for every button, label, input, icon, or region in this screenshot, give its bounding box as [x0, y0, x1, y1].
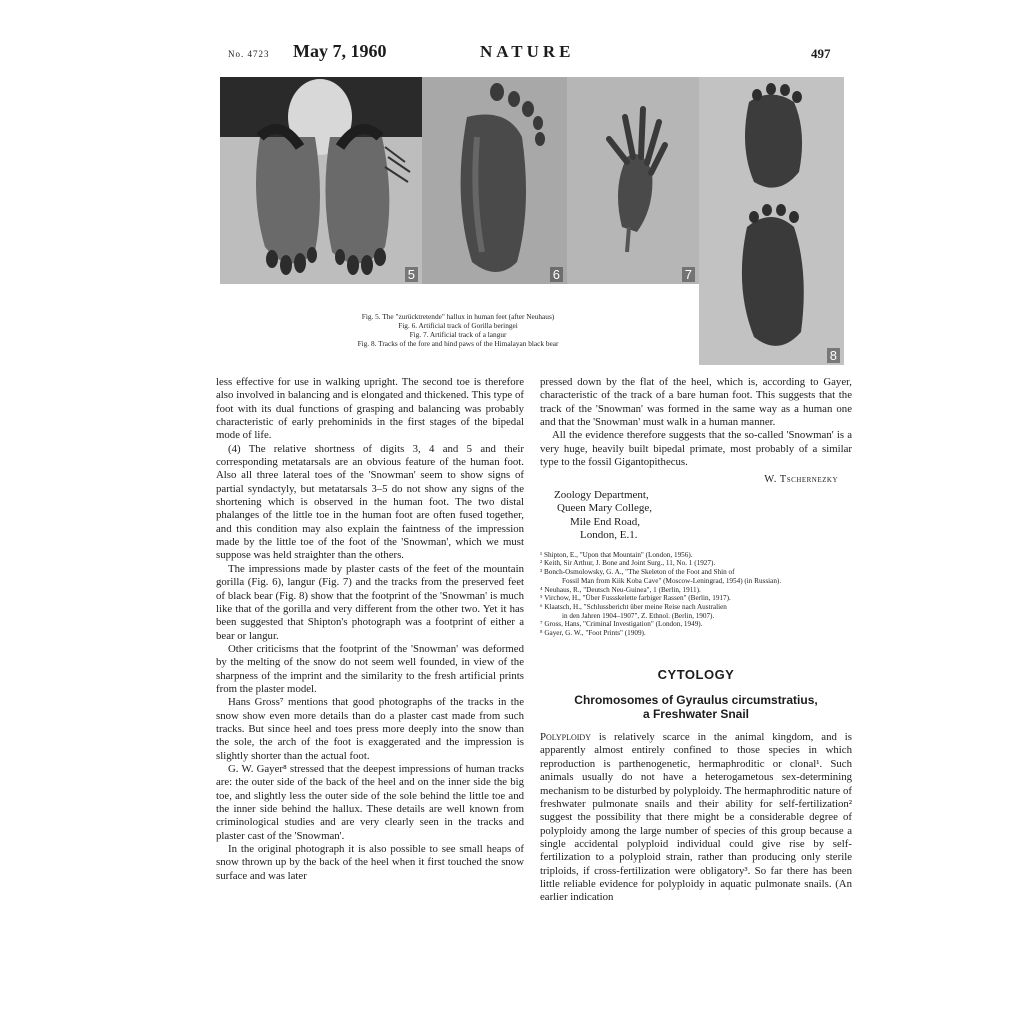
reference-item: ² Keith, Sir Arthur, J. Bone and Joint Surg., 11, No. 1 (1927). [540, 559, 716, 568]
address-line: Queen Mary College, [557, 502, 652, 515]
figure-8-label: 8 [827, 348, 840, 363]
figure-7-label: 7 [682, 267, 695, 282]
reference-item: ⁴ Neuhaus, R., "Deutsch Neu-Guinea", 1 (Berlin, 1911). [540, 585, 701, 594]
gorilla-track-illustration [422, 77, 567, 284]
paragraph: (4) The relative shortness of digits 3, 4 and 5 and their corresponding metatarsals are an obvious feature of the human foot. Also all three lateral toes of the 'Snowman' seem to show signs of partial syndactyly, but metatarsals 3–5 do not show any signs of the shortening which is observed in the human foot. The two distal phalanges of the little toe in the human foot are often fused together, and this condition may also explain the faintness of the impression made by the little toe of the foot of the 'Snowman', which we must suppose was held straighter than the others. [216, 442, 524, 562]
reference-item: ³ Bonch-Osmolowsky, G. A., "The Skeleton of the Foot and Shin of [540, 568, 735, 577]
reference-item: ⁵ Virchow, H., "Über Fussskelette farbiger Rassen" (Berlin, 1917). [540, 594, 731, 603]
caption-fig-5: Fig. 5. The "zurücktretende" hallux in human feet (after Neuhaus) [361, 312, 555, 321]
reference-list [540, 551, 852, 638]
address-line: Zoology Department, [554, 488, 649, 501]
reference-continuation: in den Jahren 1904–1907", Z. Ethnol. (Berlin, 1907). [562, 611, 715, 620]
caption-fig-8: Fig. 8. Tracks of the fore and hind paws of the Himalayan black bear [357, 339, 559, 348]
paragraph: Other criticisms that the footprint of the 'Snowman' was deformed by the melting of the snow do not seem well founded, in view of the sharpness of the imprint and the similarity to the fresh artificial prints from the plaster model. [216, 642, 524, 695]
journal-title: NATURE [480, 42, 575, 61]
paragraph: less effective for use in walking upright. The second toe is therefore also involved in balancing and is elongated and thickened. This type of foot with its dual functions of grasping and balancing was probably characteristic of early prehominids in the first stages of the bipedal mode of life. [216, 376, 524, 442]
lead-word: Polyploidy [540, 731, 591, 744]
reference-item: ⁶ Klaatsch, H., "Schlussbericht über meine Reise nach Australien [540, 602, 727, 611]
paragraph: In the original photograph it is also possible to see small heaps of snow thrown up by the back of the heel when it first touched the snow surface and was later [216, 843, 524, 882]
left-column [216, 376, 524, 883]
figure-5-label: 5 [405, 267, 418, 282]
issue-date: May 7, 1960 [293, 41, 387, 61]
paragraph: The impressions made by plaster casts of the feet of the mountain gorilla (Fig. 6), langur (Fig. 7) and the tracks from the preserved feet of black bear (Fig. 8) show that the footprint of the 'Snowman' is much like that of the gorilla and very different from the other two. Yet it has been suggested that Shipton's photograph was a footprint of either a bear or langur. [216, 562, 524, 642]
figure-6-photo [422, 77, 567, 284]
langur-track-illustration [567, 77, 699, 284]
section-heading: CYTOLOGY [657, 666, 735, 682]
issue-number: No. 4723 [228, 49, 270, 59]
author-address [540, 489, 852, 543]
caption-fig-6: Fig. 6. Artificial track of Gorilla beringei [398, 321, 518, 330]
page-number: 497 [811, 46, 831, 61]
figure-7-photo [567, 77, 699, 284]
address-line: Mile End Road, [570, 515, 640, 528]
figure-5-photo [220, 77, 422, 284]
figure-8-photo [699, 77, 844, 365]
right-column [540, 376, 852, 905]
human-feet-illustration [220, 77, 422, 284]
article-title: Chromosomes of Gyraulus circumstratius, a Freshwater Snail [574, 693, 818, 722]
reference-item: ¹ Shipton, E., "Upon that Mountain" (London, 1956). [540, 550, 693, 559]
paragraph: pressed down by the flat of the heel, which is, according to Gayer, characteristic of the track of a bare human foot. This suggests that the track of the 'Snowman' was formed in the same way as a human one and that the 'Snowman' must walk in a human manner. [540, 376, 852, 429]
paragraph: Hans Gross⁷ mentions that good photographs of the tracks in the snow show even more details than do a plaster cast made from such tracks. But since heel and toes press more deeply into the snow than the sole, the arch of the foot is exaggerated and the impression is slightly shorter than the actual foot. [216, 696, 524, 762]
paragraph: All the evidence therefore suggests that the so-called 'Snowman' is a very huge, heavily built bipedal primate, most probably of a similar type to the fossil Gigantopithecus. [540, 429, 852, 469]
bear-tracks-illustration [699, 77, 844, 365]
author-signature: W. Tschernezky [764, 474, 838, 486]
reference-continuation: Fossil Man from Kiik Koba Cave" (Moscow-Leningrad, 1954) (in Russian). [562, 576, 782, 585]
address-line: London, E.1. [580, 529, 638, 542]
paragraph: G. W. Gayer⁸ stressed that the deepest impressions of human tracks are: the outer side of the back of the heel and on the inner side the big toe, and slightly less the outer side of the sole behind the little toe and the inner side behind the hallux. These details are well known from criminological studies and are very clearly seen in the tracks and plaster cast of the 'Snowman'. [216, 762, 524, 842]
reference-item: ⁸ Gayer, G. W., "Foot Prints" (1909). [540, 629, 646, 638]
figure-captions [258, 312, 658, 348]
figure-6-label: 6 [550, 267, 563, 282]
reference-item: ⁷ Gross, Hans, "Criminal Investigation" (London, 1949). [540, 620, 703, 629]
caption-fig-7: Fig. 7. Artificial track of a langur [409, 330, 507, 339]
article-body: Polyploidy is relatively scarce in the animal kingdom, and is apparently almost entirely confined to those species in which reproduction is parthenogenetic, hermaphroditic or clonal¹. Such animals usually do not have a heterogametous sex-determining mechanism to be disturbed by polyploidy. The hermaphroditic nature of freshwater pulmonate snails and their ability for self-fertilization² suggest the possibility that there might be a considerable degree of polyploidy among the large number of species of this group because a single accidental polyploid individual could give rise by self-fertilization to a polyploid strain, rather than producing only sterile triploids, if cross-fertilization were obligatory³. So far there has been little reliable evidence for polyploidy in aquatic pulmonate snails. (An earlier indication [540, 731, 852, 904]
